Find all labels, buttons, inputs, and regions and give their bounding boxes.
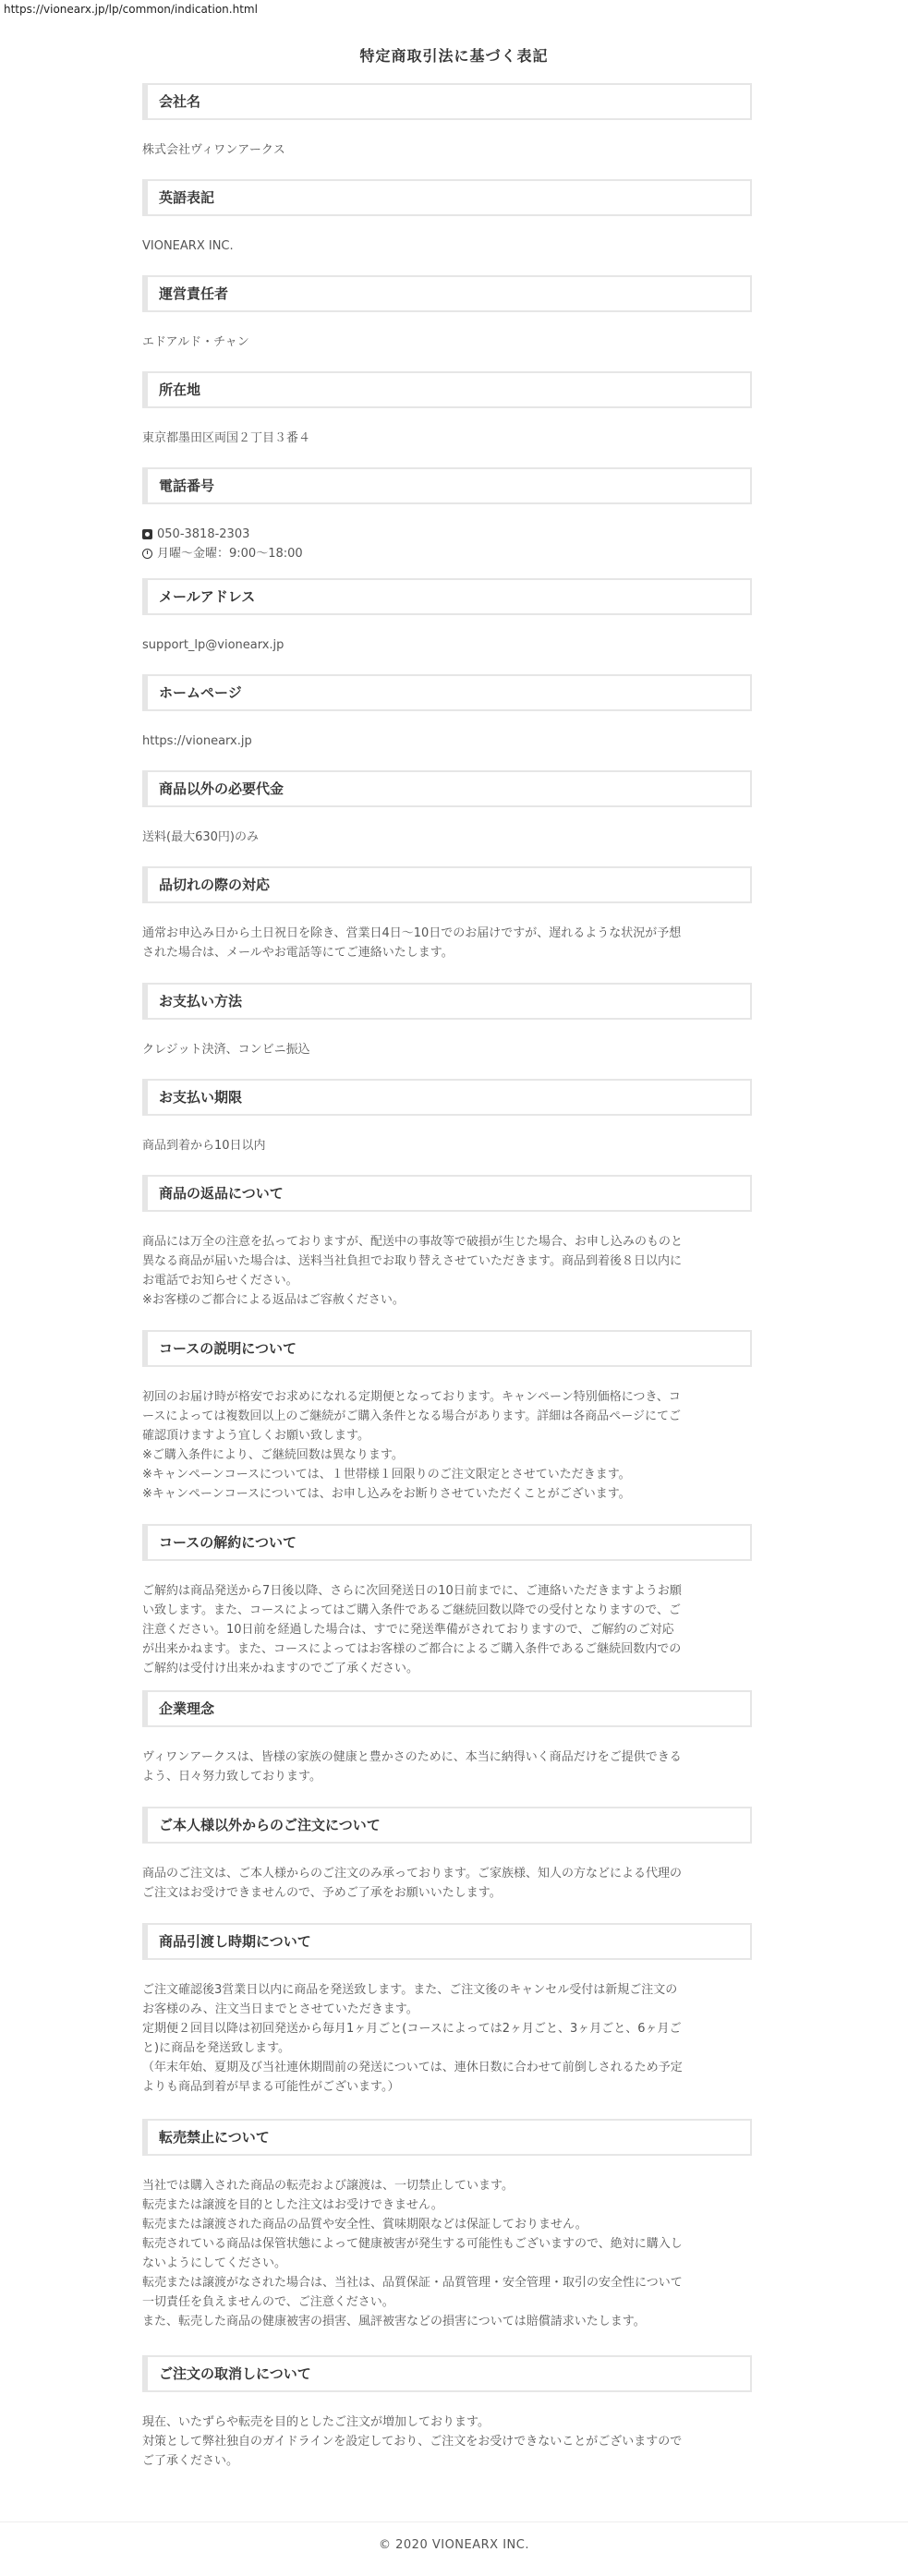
section-heading: 転売禁止について	[142, 2119, 752, 2156]
section-body	[142, 2156, 752, 2331]
section	[142, 1690, 752, 1786]
section-body	[142, 1020, 752, 1059]
section	[142, 83, 752, 160]
section-text-line: エドアルド・チャン	[142, 335, 249, 349]
section-text-line: ※ご購入条件により、ご継続回数は異なります。	[142, 1448, 404, 1462]
section-body	[142, 903, 752, 962]
section-text-line: ※キャンペーンコースについては、１世帯様１回限りのご注文限定とさせていただきます。	[142, 1468, 631, 1482]
section	[142, 2355, 752, 2471]
section-text-line: 当社では購入された商品の転売および譲渡は、一切禁止しています。	[142, 2179, 514, 2193]
section-text-line: 転売または譲渡された商品の品質や安全性、賞味期限などは保証しておりません。	[142, 2218, 587, 2231]
section-text-line: ご解約は商品発送から7日後以降、さらに次回発送日の10日前までに、ご連絡いただきますようお願	[142, 1584, 682, 1598]
section-body	[142, 1367, 752, 1504]
phone-number: 050-3818-2303	[157, 527, 250, 541]
section-text-line: 商品到着から10日以内	[142, 1139, 266, 1153]
section-heading: 運営責任者	[142, 275, 752, 312]
section-text-line: 現在、いたずらや転売を目的としたご注文が増加しております。	[142, 2415, 490, 2429]
section-text-line: 株式会社ヴィワンアークス	[142, 143, 285, 157]
section-text-line: ※お客様のご都合による返品はご容赦ください。	[142, 1293, 405, 1307]
section-text-line: 通常お申込み日から土日祝日を除き、営業日4日～10日でのお届けですが、遅れるような状況が予想	[142, 926, 682, 940]
section-text-line: 転売または譲渡を目的とした注文はお受けできません。	[142, 2198, 443, 2212]
section-heading: ご本人様以外からのご注文について	[142, 1807, 752, 1844]
section	[142, 179, 752, 256]
section-text-line: よりも商品到着が早まる可能性がございます。）	[142, 2080, 400, 2094]
section-body	[142, 615, 752, 655]
phone-line	[142, 525, 752, 544]
section-text-line: された場合は、メールやお電話等にてご連絡いたします。	[142, 946, 454, 960]
page-url: https://vionearx.jp/lp/common/indication.html	[4, 3, 258, 16]
section-text-line: 転売または譲渡がなされた場合は、当社は、品質保証・品質管理・安全管理・取引の安全性について	[142, 2276, 683, 2290]
section-body	[142, 120, 752, 160]
section-text-line: 初回のお届け時が格安でお求めになれる定期便となっております。キャンペーン特別価格につき、コ	[142, 1390, 681, 1404]
section-text-line: 注意ください。10日前を経過した場合は、すでに発送準備がされておりますので、ご解約のご対応	[142, 1623, 674, 1637]
section	[142, 1807, 752, 1903]
section-text-line: お客様のみ、注文当日までとさせていただきます。	[142, 2002, 418, 2016]
section-text-line: と)に商品を発送致します。	[142, 2041, 291, 2055]
section-text-line: 転売されている商品は保管状態によって健康被害が発生する可能性もございますので、絶対に購入し	[142, 2237, 683, 2251]
section-body	[142, 408, 752, 448]
section	[142, 1175, 752, 1310]
section-text-line: https://vionearx.jp	[142, 734, 252, 748]
section-heading: 会社名	[142, 83, 752, 120]
footer-copyright: © 2020 VIONEARX INC.	[379, 2538, 529, 2552]
section	[142, 371, 752, 448]
section-body	[142, 1561, 752, 1678]
section-body	[142, 1960, 752, 2097]
section-text-line: ご注文はお受けできませんので、予めご了承をお願いいたします。	[142, 1886, 502, 1900]
section-text-line: ご解約は受付け出来かねますのでご了承ください。	[142, 1662, 419, 1675]
section	[142, 467, 752, 563]
section-heading: 英語表記	[142, 179, 752, 216]
section-text-line: 定期便２回目以降は初回発送から毎月1ヶ月ごと(コースによっては2ヶ月ごと、3ヶ月ごと、6ヶ月ご	[142, 2022, 682, 2036]
section-text-line: クレジット決済、コンビニ振込	[142, 1043, 310, 1057]
section-text-line: 東京都墨田区両国２丁目３番４	[142, 431, 311, 445]
page-title: 特定商取引法に基づく表記	[359, 47, 549, 65]
section	[142, 275, 752, 352]
section-heading: 商品の返品について	[142, 1175, 752, 1212]
section-heading: 商品引渡し時期について	[142, 1923, 752, 1960]
section-body	[142, 312, 752, 352]
business-hours: 月曜～金曜：9:00～18:00	[157, 547, 303, 561]
section-heading: 企業理念	[142, 1690, 752, 1727]
section	[142, 866, 752, 962]
section-text-line: 確認頂けますよう宜しくお願い致します。	[142, 1429, 369, 1443]
section-text-line: また、転売した商品の健康被害の損害、風評被害などの損害については賠償請求いたします。	[142, 2315, 646, 2328]
section-text-line: ヴィワンアークスは、皆様の家族の健康と豊かさのために、本当に納得いく商品だけをご提供できる	[142, 1750, 682, 1764]
section-heading: コースの解約について	[142, 1524, 752, 1561]
section-text-line: 異なる商品が届いた場合は、送料当社負担でお取り替えさせていただきます。商品到着後８日以内に	[142, 1254, 682, 1268]
section-text-line: ースによっては複数回以上のご継続がご購入条件となる場合があります。詳細は各商品ページにてご	[142, 1409, 682, 1423]
section-text-line: い致します。また、コースによってはご購入条件であるご継続回数以降での受付となりますので、ご	[142, 1603, 682, 1617]
section-text-line: ご注文確認後3営業日以内に商品を発送致します。また、ご注文後のキャンセル受付は新規ご注文の	[142, 1983, 678, 1997]
section	[142, 1923, 752, 2097]
section-body	[142, 711, 752, 751]
clock-icon	[142, 549, 152, 559]
section-body	[142, 2392, 752, 2471]
section	[142, 578, 752, 655]
section-heading: 商品以外の必要代金	[142, 770, 752, 807]
section-heading: お支払い方法	[142, 983, 752, 1020]
section	[142, 674, 752, 751]
section-text-line: ないようにしてください。	[142, 2256, 287, 2270]
section-heading: 電話番号	[142, 467, 752, 504]
section-heading: ホームページ	[142, 674, 752, 711]
section	[142, 770, 752, 847]
section-text-line: 商品のご注文は、ご本人様からのご注文のみ承っております。ご家族様、知人の方などによる代理の	[142, 1867, 682, 1881]
section-text-line: ご了承ください。	[142, 2454, 239, 2468]
section-text-line: ※キャンペーンコースについては、お申し込みをお断りさせていただくことがございます。	[142, 1487, 631, 1501]
section	[142, 1524, 752, 1678]
section-heading: 品切れの際の対応	[142, 866, 752, 903]
section	[142, 983, 752, 1059]
section-body	[142, 216, 752, 256]
section-text-line: 送料(最大630円)のみ	[142, 830, 259, 844]
section-text-line: （年末年始、夏期及び当社連休期間前の発送については、連休日数に合わせて前倒しされるため予定	[142, 2061, 683, 2074]
section	[142, 1330, 752, 1504]
hours-line	[142, 544, 752, 563]
phone-square-icon	[142, 529, 152, 539]
section-text-line: VIONEARX INC.	[142, 239, 234, 253]
section-text-line: お電話でお知らせください。	[142, 1274, 298, 1288]
section-body	[142, 504, 752, 563]
section-heading: メールアドレス	[142, 578, 752, 615]
section-text-line: 対策として弊社独自のガイドラインを設定しており、ご注文をお受けできないことがございますので	[142, 2435, 683, 2449]
section-text-line: 商品には万全の注意を払っておりますが、配送中の事故等で破損が生じた場合、お申し込みのものと	[142, 1235, 684, 1249]
section-text-line: support_lp@vionearx.jp	[142, 638, 285, 652]
section-body	[142, 1116, 752, 1155]
section-text-line: 一切責任を負えませんので、ご注意ください。	[142, 2295, 394, 2309]
section-body	[142, 1844, 752, 1903]
section	[142, 2119, 752, 2331]
section-text-line: が出来かねます。また、コースによってはお客様のご都合によるご購入条件であるご継続回数内での	[142, 1642, 682, 1656]
section-heading: お支払い期限	[142, 1079, 752, 1116]
section-body	[142, 1727, 752, 1786]
section	[142, 1079, 752, 1155]
section-heading: ご注文の取消しについて	[142, 2355, 752, 2392]
section-heading: 所在地	[142, 371, 752, 408]
section-body	[142, 807, 752, 847]
section-body	[142, 1212, 752, 1310]
section-heading: コースの説明について	[142, 1330, 752, 1367]
section-text-line: よう、日々努力致しております。	[142, 1770, 321, 1784]
